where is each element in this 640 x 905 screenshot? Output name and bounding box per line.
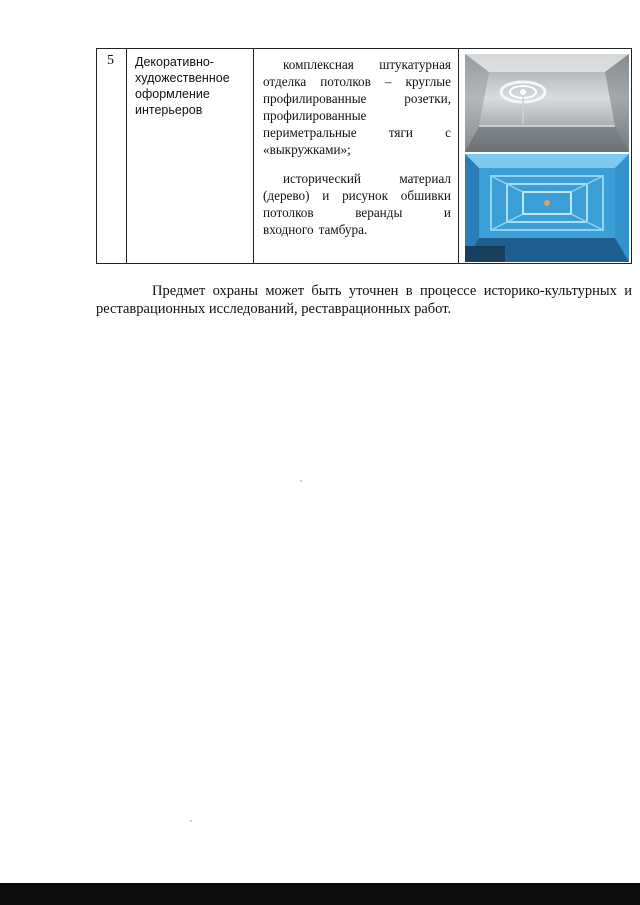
word: рисунок: [342, 188, 389, 203]
word: охраны: [212, 283, 258, 299]
word: профилированные: [263, 91, 367, 106]
word: входного: [263, 222, 314, 237]
desc-line: [263, 141, 451, 158]
word: быть: [311, 283, 342, 299]
word: и: [624, 283, 632, 299]
desc-line: [263, 90, 451, 107]
desc-line: [263, 204, 451, 221]
word: тамбура.: [318, 222, 368, 237]
heritage-table: [96, 48, 632, 264]
photo-cell: [459, 49, 633, 263]
word: уточнен: [348, 283, 399, 299]
word: и: [443, 205, 451, 220]
row-name-line: художественное: [135, 71, 230, 85]
veranda-ceiling-photo: [465, 154, 629, 262]
name-cell: [127, 49, 254, 263]
word: и: [322, 188, 330, 203]
row-name-line: оформление: [135, 87, 210, 101]
word: историко-культурных: [483, 283, 617, 299]
row-name: [135, 54, 253, 118]
word: периметральные: [263, 125, 357, 140]
word: отделка: [263, 74, 307, 89]
word: штукатурная: [379, 57, 451, 72]
scan-edge-bar: [0, 883, 640, 905]
desc-line: [263, 56, 451, 73]
row-number: 5: [107, 53, 114, 68]
description-block-wood: [263, 170, 451, 238]
desc-line: [263, 221, 451, 238]
word: исторический: [283, 171, 361, 186]
description-cell: [254, 49, 459, 263]
word: потолков: [263, 205, 314, 220]
word: розетки,: [404, 91, 451, 106]
word: комплексная: [283, 57, 354, 72]
word: обшивки: [400, 188, 451, 203]
word: материал: [399, 171, 451, 186]
word: процессе: [420, 283, 477, 299]
desc-line: [263, 187, 451, 204]
desc-line: [263, 124, 451, 141]
word: потолков: [320, 74, 371, 89]
row-name-line: Декоративно-: [135, 55, 214, 69]
word: Предмет: [152, 283, 206, 299]
scan-artifact: [300, 480, 302, 482]
word: круглые: [405, 74, 451, 89]
ceiling-rosette-photo: [465, 54, 629, 152]
word: реставрационных исследований, реставрационных работ.: [96, 301, 452, 317]
word: –: [384, 74, 392, 89]
note-line: [96, 300, 632, 318]
desc-line: [263, 73, 451, 90]
number-cell: [97, 49, 127, 263]
word: тяги: [388, 125, 413, 140]
word: в: [405, 283, 413, 299]
word: может: [265, 283, 305, 299]
word: «выкружками»;: [263, 142, 351, 157]
word: (дерево): [263, 188, 310, 203]
word: профилированные: [263, 108, 367, 123]
desc-line: [263, 170, 451, 187]
protection-note: [96, 282, 632, 318]
desc-line: [263, 107, 451, 124]
note-line: [96, 282, 632, 300]
word: с: [445, 125, 451, 140]
description-block-plaster: [263, 56, 451, 158]
scan-artifact: [190, 820, 192, 822]
row-name-line: интерьеров: [135, 103, 203, 117]
word: веранды: [355, 205, 403, 220]
